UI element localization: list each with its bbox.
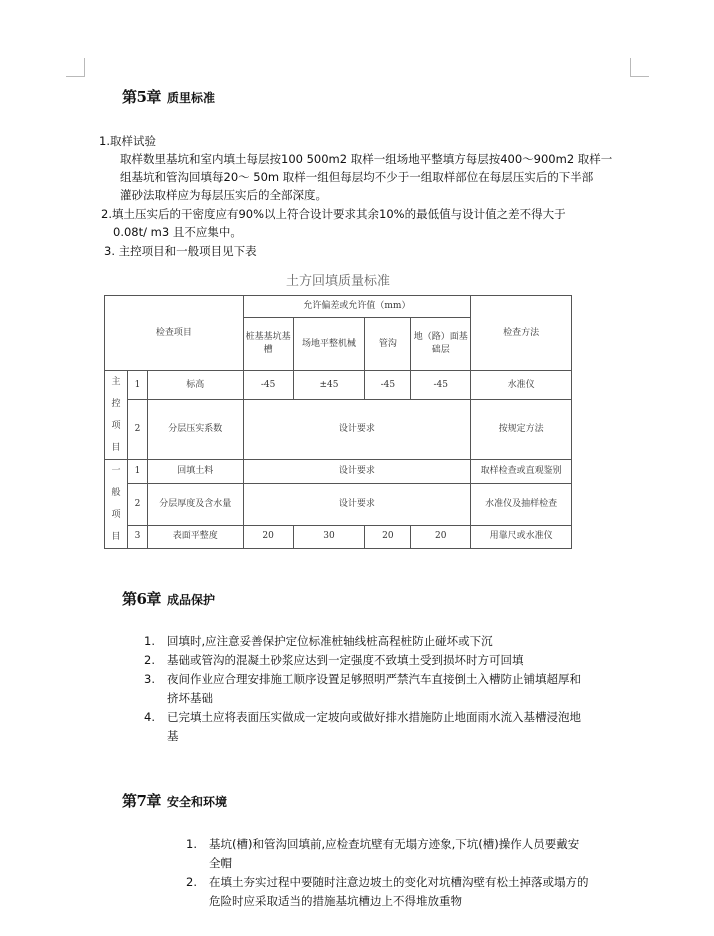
ch7-item-2-text-a: 在填土夯实过程中要随时注意边坡土的变化对坑槽沟壁有松土掉落或塌方的 xyxy=(209,875,589,889)
row-item: 分层压实系数 xyxy=(147,400,243,460)
ch5-line-4: 灌砂法取样应为每层压实后的全部深度。 xyxy=(120,188,327,202)
row-value-base: -45 xyxy=(411,371,471,400)
chapter-7-title: 安全和环境 xyxy=(166,795,227,809)
chapter-5-number: 第5章 xyxy=(122,88,161,106)
row-number: 2 xyxy=(127,400,147,460)
row-merged-value: 设计要求 xyxy=(243,484,471,525)
ch7-item-2-text-b: 危险时应采取适当的措施基坑槽边上不得堆放重物 xyxy=(209,894,462,908)
header-method: 检查方法 xyxy=(471,296,572,371)
header-col-trench: 管沟 xyxy=(365,318,411,371)
ch5-line-3: 组基坑和管沟回填每20～ 50m 取样一组但每层均不少于一组取样部位在每层压实后的下半部 xyxy=(120,170,594,184)
ch6-item-4-text-a: 已完填土应将表面压实做成一定坡向或做好排水措施防止地面雨水流入基槽浸泡地 xyxy=(167,710,581,724)
chapter-5-title: 质里标准 xyxy=(166,91,215,105)
row-value-pit: -45 xyxy=(243,371,293,400)
table-title: 土方回填质量标准 xyxy=(285,274,390,289)
header-check-item: 检查项目 xyxy=(105,296,244,371)
row-value-trench: -45 xyxy=(365,371,411,400)
chapter-6-heading xyxy=(122,588,215,609)
row-merged-value: 设计要求 xyxy=(243,400,471,460)
header-col-site: 场地平整机械 xyxy=(293,318,365,371)
ch6-item-3-number: 3. xyxy=(144,672,155,686)
ch6-item-4-number: 4. xyxy=(144,710,155,724)
ch6-item-2-number: 2. xyxy=(144,653,155,667)
quality-standard-table xyxy=(104,295,572,549)
row-item: 标高 xyxy=(147,371,243,400)
ch5-line-5: 2.填土压实后的干密度应有90%以上符合设计要求其余10%的最低值与设计值之差不得大于 xyxy=(101,207,566,221)
chapter-6-title: 成品保护 xyxy=(166,593,215,607)
group-general-label: 一 般 项 目 xyxy=(105,460,128,549)
row-method: 水准仪及抽样检查 xyxy=(471,484,572,525)
row-item: 回填土料 xyxy=(147,460,243,484)
row-number: 1 xyxy=(127,371,147,400)
row-method: 取样检查或直观鉴别 xyxy=(471,460,572,484)
row-value-trench: 20 xyxy=(365,525,411,548)
row-merged-value: 设计要求 xyxy=(243,460,471,484)
row-method: 用靠尺或水准仪 xyxy=(471,525,572,548)
row-number: 2 xyxy=(127,484,147,525)
row-value-pit: 20 xyxy=(243,525,293,548)
header-col-base: 地（路）面基础层 xyxy=(411,318,471,371)
row-value-site: ±45 xyxy=(293,371,365,400)
row-item: 表面平整度 xyxy=(147,525,243,548)
ch6-item-1-text: 回填时,应注意妥善保护定位标准桩轴线桩高程桩防止碰坏或下沉 xyxy=(167,634,493,648)
row-value-site: 30 xyxy=(293,525,365,548)
header-allowance: 允许偏差或允许值（mm） xyxy=(243,296,471,318)
ch6-item-1-number: 1. xyxy=(144,634,155,648)
chapter-7-heading xyxy=(122,790,227,811)
chapter-7-number: 第7章 xyxy=(122,792,161,810)
ch6-item-2-text: 基础或管沟的混凝土砂浆应达到一定强度不致填土受到损坏时方可回填 xyxy=(167,653,524,667)
row-method: 按规定方法 xyxy=(471,400,572,460)
row-item: 分层厚度及含水量 xyxy=(147,484,243,525)
ch6-item-3-text-a: 夜间作业应合理安排施工顺序设置足够照明严禁汽车直接倒土入槽防止铺填超厚和 xyxy=(167,672,581,686)
ch5-line-7: 3. 主控项目和一般项目见下表 xyxy=(104,244,257,258)
row-number: 1 xyxy=(127,460,147,484)
row-method: 水准仪 xyxy=(471,371,572,400)
row-value-base: 20 xyxy=(411,525,471,548)
ch5-line-2: 取样数里基坑和室内填土每层按100 500m2 取样一组场地平整填方每层按400～900m2 取样一 xyxy=(120,152,613,166)
header-col-pit: 桩基基坑基槽 xyxy=(243,318,293,371)
chapter-5-heading xyxy=(122,86,215,107)
ch6-item-4-text-b: 基 xyxy=(167,729,179,743)
ch7-item-2-number: 2. xyxy=(186,875,197,889)
ch5-line-6: 0.08t/ m3 且不应集中。 xyxy=(113,225,242,239)
ch6-item-3-text-b: 挤坏基础 xyxy=(167,691,213,705)
row-number: 3 xyxy=(127,525,147,548)
ch7-item-1-text-b: 全帽 xyxy=(209,856,232,870)
page-corner-mark-top-left xyxy=(66,58,85,77)
group-main-label: 主 控 项 目 xyxy=(105,371,128,460)
ch5-line-1: 1.取样试验 xyxy=(99,134,156,148)
chapter-6-number: 第6章 xyxy=(122,590,161,608)
page-corner-mark-top-right xyxy=(630,58,649,77)
ch7-item-1-number: 1. xyxy=(186,837,197,851)
ch7-item-1-text-a: 基坑(槽)和管沟回填前,应检查坑壁有无塌方迹象,下坑(槽)操作人员要戴安 xyxy=(209,837,580,851)
